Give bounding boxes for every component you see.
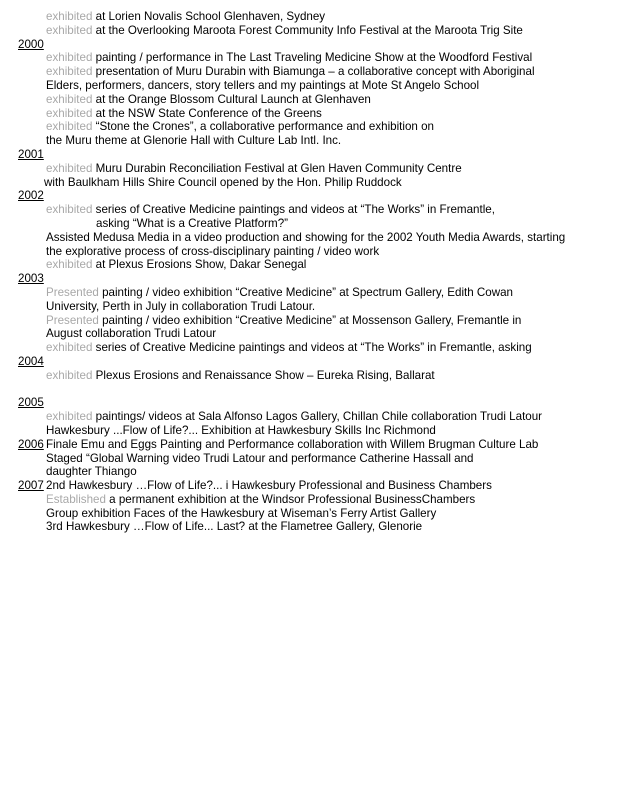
entry-text: presentation of Muru Durabin with Biamunga – a collaborative concept with Aboriginal bbox=[92, 65, 535, 79]
entry-line bbox=[0, 107, 618, 121]
entry-text: Finale Emu and Eggs Painting and Performance collaboration with Willem Brugman Culture Lab bbox=[46, 437, 539, 451]
entry-text: at Lorien Novalis School Glenhaven, Sydney bbox=[92, 10, 326, 23]
year-heading: 2002 bbox=[18, 189, 44, 203]
entry-verb: exhibited bbox=[46, 51, 93, 65]
year-heading: 2004 bbox=[18, 354, 44, 368]
entry-verb: exhibited bbox=[46, 106, 93, 120]
entry-line bbox=[0, 93, 618, 107]
entry-text: 2nd Hawkesbury …Flow of Life?... i Hawkesbury Professional and Business Chambers bbox=[46, 479, 492, 493]
entry-text: at the Overlooking Maroota Forest Community Info Festival at the Maroota Trig Site bbox=[92, 23, 523, 37]
entry-line bbox=[0, 479, 618, 493]
entry-line bbox=[0, 51, 618, 65]
entry-text: Plexus Erosions and Renaissance Show – Eureka Rising, Ballarat bbox=[92, 368, 435, 382]
entry-line: Hawkesbury ...Flow of Life?... Exhibition at Hawkesbury Skills Inc Richmond bbox=[46, 423, 436, 437]
entry-continuation: August collaboration Trudi Latour bbox=[46, 327, 217, 341]
entry-line bbox=[0, 162, 618, 176]
entry-continuation: the explorative process of cross-disciplinary painting / video work bbox=[46, 244, 380, 258]
entry-line bbox=[0, 258, 618, 272]
year-heading: 2005 bbox=[18, 396, 44, 410]
year-heading: 2007 bbox=[18, 479, 44, 493]
entry-verb: exhibited bbox=[46, 10, 93, 23]
entry-line bbox=[0, 410, 618, 424]
entry-line bbox=[0, 203, 618, 217]
entry-line bbox=[0, 314, 618, 328]
entry-text: a permanent exhibition at the Windsor Professional BusinessChambers bbox=[105, 492, 476, 506]
entry-verb: Presented bbox=[46, 285, 99, 299]
entry-line bbox=[0, 10, 618, 24]
year-heading: 2001 bbox=[18, 147, 44, 161]
entry-text: painting / video exhibition “Creative Medicine” at Mossenson Gallery, Fremantle in bbox=[98, 313, 522, 327]
entry-line bbox=[0, 341, 618, 355]
entry-line bbox=[0, 438, 618, 452]
entry-verb: exhibited bbox=[46, 120, 93, 134]
entry-verb: exhibited bbox=[46, 368, 93, 382]
entry-text: painting / performance in The Last Traveling Medicine Show at the Woodford Festival bbox=[92, 51, 533, 65]
entry-text: series of Creative Medicine paintings and videos at “The Works” in Fremantle, asking bbox=[92, 341, 532, 355]
entry-text: Muru Durabin Reconciliation Festival at Glen Haven Community Centre bbox=[92, 161, 462, 175]
entry-line bbox=[0, 493, 618, 507]
entry-verb: exhibited bbox=[46, 161, 93, 175]
entry-line bbox=[0, 65, 618, 79]
entry-line bbox=[0, 286, 618, 300]
entry-text: paintings/ videos at Sala Alfonso Lagos Gallery, Chillan Chile collaboration Trudi Latour bbox=[92, 410, 543, 424]
entry-line: 3rd Hawkesbury …Flow of Life... Last? at the Flametree Gallery, Glenorie bbox=[46, 520, 423, 534]
entry-continuation: daughter Thiango bbox=[46, 465, 137, 479]
entry-continuation: with Baulkham Hills Shire Council opened by the Hon. Philip Ruddock bbox=[44, 175, 402, 189]
entry-verb: exhibited bbox=[46, 258, 93, 272]
entry-text: painting / video exhibition “Creative Medicine” at Spectrum Gallery, Edith Cowan bbox=[98, 285, 513, 299]
entry-text: at Plexus Erosions Show, Dakar Senegal bbox=[92, 258, 307, 272]
entry-verb: exhibited bbox=[46, 341, 93, 355]
entry-text: “Stone the Crones”, a collaborative performance and exhibition on bbox=[92, 120, 434, 134]
entry-line bbox=[0, 120, 618, 134]
entry-continuation: Elders, performers, dancers, story tellers and my paintings at Mote St Angelo School bbox=[46, 78, 480, 92]
entry-continuation: University, Perth in July in collaboration Trudi Latour. bbox=[46, 299, 316, 313]
entry-continuation: asking “What is a Creative Platform?” bbox=[96, 216, 289, 230]
entry-verb: exhibited bbox=[46, 203, 93, 217]
cv-document bbox=[0, 10, 618, 534]
entry-text: at the NSW State Conference of the Greens bbox=[92, 106, 322, 120]
year-heading: 2006 bbox=[18, 437, 44, 451]
entry-verb: exhibited bbox=[46, 65, 93, 79]
blank-line bbox=[0, 383, 618, 397]
entry-verb: exhibited bbox=[46, 23, 93, 37]
year-heading: 2000 bbox=[18, 37, 44, 51]
entry-line bbox=[0, 24, 618, 38]
entry-line: Group exhibition Faces of the Hawkesbury at Wiseman’s Ferry Artist Gallery bbox=[46, 506, 437, 520]
entry-line bbox=[0, 369, 618, 383]
entry-text: series of Creative Medicine paintings and videos at “The Works” in Fremantle, bbox=[92, 203, 495, 217]
entry-verb: exhibited bbox=[46, 92, 93, 106]
entry-continuation: the Muru theme at Glenorie Hall with Culture Lab Intl. Inc. bbox=[46, 134, 342, 148]
entry-line: Assisted Medusa Media in a video production and showing for the 2002 Youth Media Awards, starting bbox=[46, 230, 566, 244]
entry-verb: exhibited bbox=[46, 410, 93, 424]
entry-text: at the Orange Blossom Cultural Launch at Glenhaven bbox=[92, 92, 371, 106]
entry-verb: Established bbox=[46, 492, 106, 506]
entry-verb: Presented bbox=[46, 313, 99, 327]
entry-continuation: Staged “Global Warning video Trudi Latour and performance Catherine Hassall and bbox=[46, 451, 474, 465]
year-heading: 2003 bbox=[18, 272, 44, 286]
